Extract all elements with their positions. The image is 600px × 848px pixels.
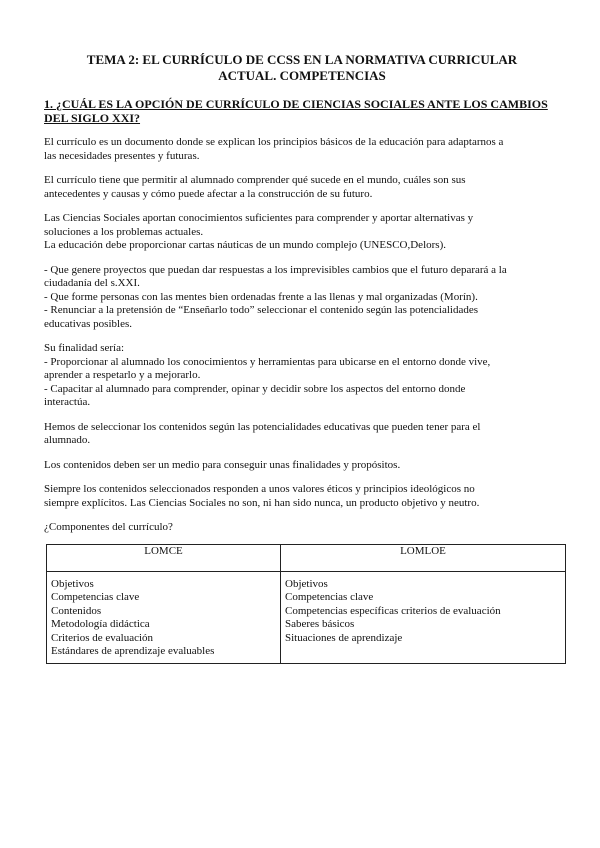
list-item: Saberes básicos (285, 618, 355, 630)
text-line: Su finalidad sería: (44, 342, 125, 354)
text-line: Las Ciencias Sociales aportan conocimientos suficientes para comprender y aportar alternativas y (44, 212, 474, 224)
list-item: Estándares de aprendizaje evaluables (51, 645, 215, 657)
cell-lomloe-list (281, 571, 566, 663)
list-item: Contenidos (51, 604, 102, 617)
title-line-2: ACTUAL. COMPETENCIAS (218, 68, 386, 83)
text-line: ¿Componentes del currículo? (44, 521, 173, 533)
paragraph-2 (44, 174, 560, 201)
table-header-row (47, 544, 566, 571)
paragraph-5 (44, 342, 560, 410)
paragraph-6 (44, 421, 560, 448)
text-line: - Capacitar al alumnado para comprender, opinar y decidir sobre los aspectos del entorno donde (44, 382, 466, 395)
text-line: - Que forme personas con las mentes bien ordenadas frente a las llenas y mal organizadas (Morín). (44, 290, 478, 303)
text-line: Los contenidos deben ser un medio para conseguir unas finalidades y propósitos. (44, 458, 401, 471)
text-line: La educación debe proporcionar cartas náuticas de un mundo complejo (UNESCO,Delors). (44, 239, 446, 251)
text-line: Hemos de seleccionar los contenidos según las potencialidades educativas que pueden tener para el (44, 420, 481, 433)
cell-lomce-list (47, 571, 281, 663)
list-item: Competencias clave (51, 591, 140, 603)
table-row (47, 571, 566, 663)
text-line: antecedentes y causas y cómo puede afectar a la construcción de su futuro. (44, 187, 373, 200)
text-line: - Renunciar a la pretensión de “Enseñarlo todo” seleccionar el contenido según las potencialidades (44, 304, 479, 316)
document-title (44, 52, 560, 84)
list-item: Competencias específicas criterios de evaluación (285, 604, 501, 617)
paragraph-3 (44, 212, 560, 253)
text-line: educativas posibles. (44, 317, 132, 330)
paragraph-4 (44, 264, 560, 332)
text-line: soluciones a los problemas actuales. (44, 225, 204, 238)
section-heading-line-2: DEL SIGLO XXI? (44, 111, 141, 125)
list-item: Metodología didáctica (51, 618, 150, 630)
text-line: las necesidades presentes y futuras. (44, 149, 200, 162)
text-line: El currículo es un documento donde se explican los principios básicos de la educación para adaptarnos a (44, 136, 504, 148)
paragraph-1 (44, 136, 560, 163)
text-line: Siempre los contenidos seleccionados responden a unos valores éticos y principios ideológicos no (44, 483, 475, 495)
list-item: Criterios de evaluación (51, 631, 154, 644)
list-item: Objetivos (285, 577, 328, 590)
list-item: Objetivos (51, 577, 94, 590)
text-line: El currículo tiene que permitir al alumnado comprender qué sucede en el mundo, cuáles son sus (44, 174, 466, 186)
paragraph-9 (44, 521, 560, 535)
header-lomloe: LOMLOE (281, 544, 566, 571)
text-line: interactúa. (44, 396, 91, 408)
components-table (46, 544, 566, 664)
paragraph-7 (44, 459, 560, 473)
list-item: Situaciones de aprendizaje (285, 631, 403, 644)
document-page (44, 0, 560, 664)
text-line: - Que genere proyectos que puedan dar respuestas a los imprevisibles cambios que el futuro deparará a la (44, 263, 507, 276)
section-heading-line-1: 1. ¿CUÁL ES LA OPCIÓN DE CURRÍCULO DE CIENCIAS SOCIALES ANTE LOS CAMBIOS (44, 97, 548, 111)
header-lomce: LOMCE (47, 544, 281, 571)
section-heading (44, 97, 560, 125)
title-line-1: TEMA 2: EL CURRÍCULO DE CCSS EN LA NORMATIVA CURRICULAR (86, 52, 518, 67)
text-line: siempre explícitos. Las Ciencias Sociales no son, ni han sido nunca, un producto objetivo y neutro. (44, 496, 480, 509)
text-line: aprender a respetarlo y a mejorarlo. (44, 369, 201, 381)
text-line: - Proporcionar al alumnado los conocimientos y herramientas para ubicarse en el entorno donde vive, (44, 355, 491, 368)
paragraph-8 (44, 483, 560, 510)
text-line: ciudadanía del s.XXI. (44, 277, 140, 289)
text-line: alumnado. (44, 434, 91, 446)
list-item: Competencias clave (285, 591, 374, 603)
